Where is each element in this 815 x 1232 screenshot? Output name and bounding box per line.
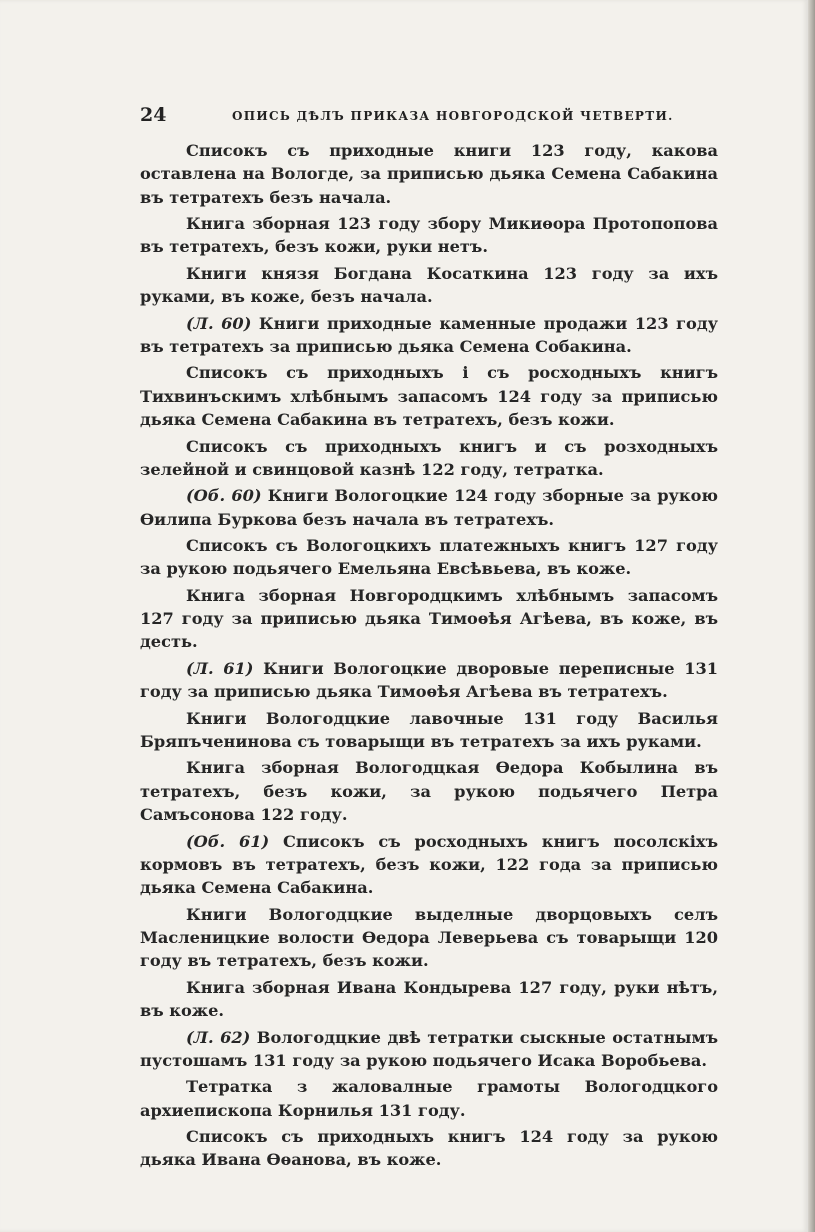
entry-text: Книги князя Богдана Косаткина 123 году за ихъ руками, въ коже, безъ начала.	[140, 263, 718, 307]
entry	[140, 262, 718, 309]
entry-text: Списокъ съ приходныхъ і съ росходныхъ книгъ Тихвинъскимъ хлѣбнымъ запасомъ 124 году за приписью дьяка Семена Сабакина въ тетратехъ, безъ кожи.	[140, 363, 718, 430]
entry-text: Книга зборная Ивана Кондырева 127 году, руки нѣтъ, въ коже.	[140, 977, 718, 1021]
entry	[140, 830, 718, 900]
entry	[140, 707, 718, 754]
folio-reference: (Об. 61)	[186, 831, 270, 851]
entry	[140, 1125, 718, 1172]
entry-text: Списокъ съ росходныхъ книгъ посолскіхъ кормовъ въ тетратехъ, безъ кожи, 122 года за приписью дьяка Семена Сабакина.	[140, 831, 718, 898]
page-number: 24	[140, 104, 167, 126]
entry	[140, 976, 718, 1023]
entry-text: Книги Вологодцкие выделные дворцовыхъ селъ Масленицкие волости Ѳедора Леверьева съ товарыщи 120 году въ тетратехъ, безъ кожи.	[140, 904, 718, 971]
entry	[140, 756, 718, 826]
entry	[140, 584, 718, 654]
folio-reference: (Л. 62)	[186, 1027, 251, 1047]
entry	[140, 657, 718, 704]
folio-reference: (Л. 60)	[186, 313, 252, 333]
page-body	[140, 139, 718, 1175]
entry-text: Книги приходные каменные продажи 123 году въ тетратехъ за приписью дьяка Семена Собакина.	[140, 313, 718, 356]
entry	[140, 534, 718, 581]
page-edge-shadow	[808, 0, 815, 1232]
folio-reference: (Об. 60)	[186, 486, 262, 506]
entry-text: Списокъ съ приходные книги 123 году, какова оставлена на Вологде, за приписью дьяка Семена Сабакина въ тетратехъ безъ начала.	[140, 141, 718, 207]
entry	[140, 435, 718, 482]
entry	[140, 1026, 718, 1073]
entry-text: Книга зборная 123 году збору Микиѳора Протопопова въ тетратехъ, безъ кожи, руки нетъ.	[140, 214, 718, 257]
running-title: ОПИСЬ ДѢЛЪ ПРИКАЗА НОВГОРОДСКОЙ ЧЕТВЕРТИ.	[232, 109, 674, 123]
page-header	[140, 104, 718, 134]
entry	[140, 1075, 718, 1122]
entry	[140, 139, 718, 209]
entry-text: Книги Вологодцкие лавочные 131 году Василья Бряпъченинова съ товарыщи въ тетратехъ за ихъ руками.	[140, 708, 718, 751]
entry-text: Книга зборная Вологодцкая Ѳедора Кобылина въ тетратехъ, безъ кожи, за рукою подьячего Петра Самъсонова 122 году.	[140, 758, 718, 825]
entry-text: Вологодцкие двѣ тетратки сыскные остатнымъ пустошамъ 131 году за рукою подьячего Исака Воробьева.	[140, 1027, 718, 1070]
entry-text: Списокъ съ приходныхъ книгъ и съ розходныхъ зелейной и свинцовой казнѣ 122 году, тетратка.	[140, 436, 718, 479]
entry-text: Списокъ съ приходныхъ книгъ 124 году за рукою дьяка Ивана Ѳѳанова, въ коже.	[140, 1127, 718, 1170]
entry-text: Списокъ съ Вологоцкихъ платежныхъ книгъ 127 году за рукою подьячего Емельяна Евсѣвьева, въ коже.	[140, 536, 718, 579]
entry-text: Книги Вологоцкие 124 году зборные за рукою Ѳилипа Буркова безъ начала въ тетратехъ.	[140, 486, 718, 529]
entry-text: Тетратка з жаловалные грамоты Вологодцкого архиепископа Корнилья 131 году.	[140, 1077, 718, 1120]
entry	[140, 484, 718, 531]
entry-text: Книга зборная Новгородцкимъ хлѣбнымъ запасомъ 127 году за приписью дьяка Тимоѳѣя Агѣева, въ коже, въ десть.	[140, 585, 718, 652]
entry	[140, 212, 718, 259]
entry-text: Книги Вологоцкие дворовые переписные 131 году за приписью дьяка Тимоѳѣя Агѣева въ тетратехъ.	[140, 658, 719, 702]
entry	[140, 903, 718, 973]
folio-reference: (Л. 61)	[186, 658, 254, 678]
entry	[140, 361, 718, 431]
entry	[140, 312, 718, 359]
